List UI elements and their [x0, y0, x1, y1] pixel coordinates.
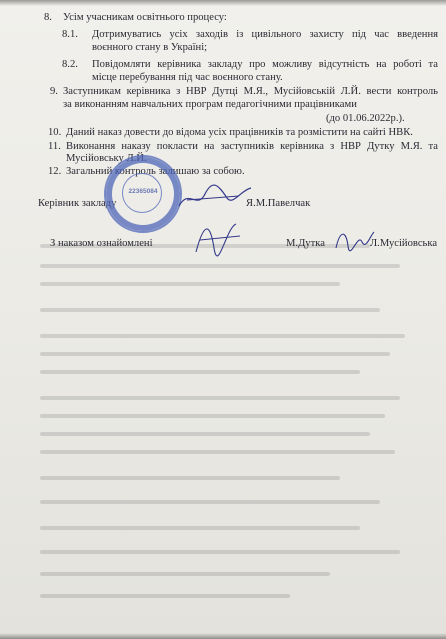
- item-number: 8.: [44, 12, 52, 23]
- item-number: 11.: [48, 141, 61, 152]
- director-name: Я.М.Павелчак: [246, 198, 311, 209]
- acquainted-signature-2: [332, 226, 376, 252]
- item-8-text: Усім учасникам освітнього процесу:: [63, 12, 227, 23]
- item-8-2-line-1: Повідомляти керівника закладу про можливу відсутність на роботі та: [92, 59, 438, 70]
- item-11-line-2: Мусійовську Л.Й.: [66, 153, 147, 164]
- item-8-1-line-1: Дотримуватись усіх заходів із цивільного захисту під час введення: [92, 29, 438, 40]
- item-12-text: Загальний контроль залишаю за собою.: [66, 166, 245, 177]
- acquainted-name-2: Л.Мусійовська: [370, 238, 438, 249]
- stamp-code: 22365084: [128, 188, 158, 195]
- item-9-line-3: (до 01.06.2022р.).: [326, 113, 405, 124]
- item-9-line-2: за виконанням навчальних програм педагогічними працівниками: [63, 99, 357, 110]
- director-signature: [175, 180, 255, 214]
- item-number: 12.: [48, 166, 62, 177]
- item-8-1-line-2: воєнного стану в Україні;: [92, 42, 208, 53]
- item-9-line-1: Заступникам керівника з НВР Дутці М.Я., Мусійовській Л.Й. вести контроль: [63, 86, 438, 97]
- acquainted-signature-1: [190, 218, 246, 258]
- item-number: 8.2.: [62, 59, 78, 70]
- page-edge-shadow: [0, 633, 446, 639]
- acquainted-label: З наказом ознайомлені: [50, 238, 153, 249]
- item-8-2-line-2: місце перебування під час воєнного стану.: [92, 72, 283, 83]
- item-11-line-1: Виконання наказу покласти на заступників керівника з НВР Дутку М.Я. та: [66, 141, 438, 152]
- item-number: 10.: [48, 127, 62, 138]
- official-stamp: [104, 155, 182, 233]
- director-role: Керівник закладу: [38, 198, 117, 209]
- item-10-text: Даний наказ довести до відома усіх працівників та розмістити на сайті НВК.: [66, 127, 413, 138]
- item-number: 9.: [50, 86, 58, 97]
- item-number: 8.1.: [62, 29, 78, 40]
- acquainted-name-1: М.Дутка: [286, 238, 325, 249]
